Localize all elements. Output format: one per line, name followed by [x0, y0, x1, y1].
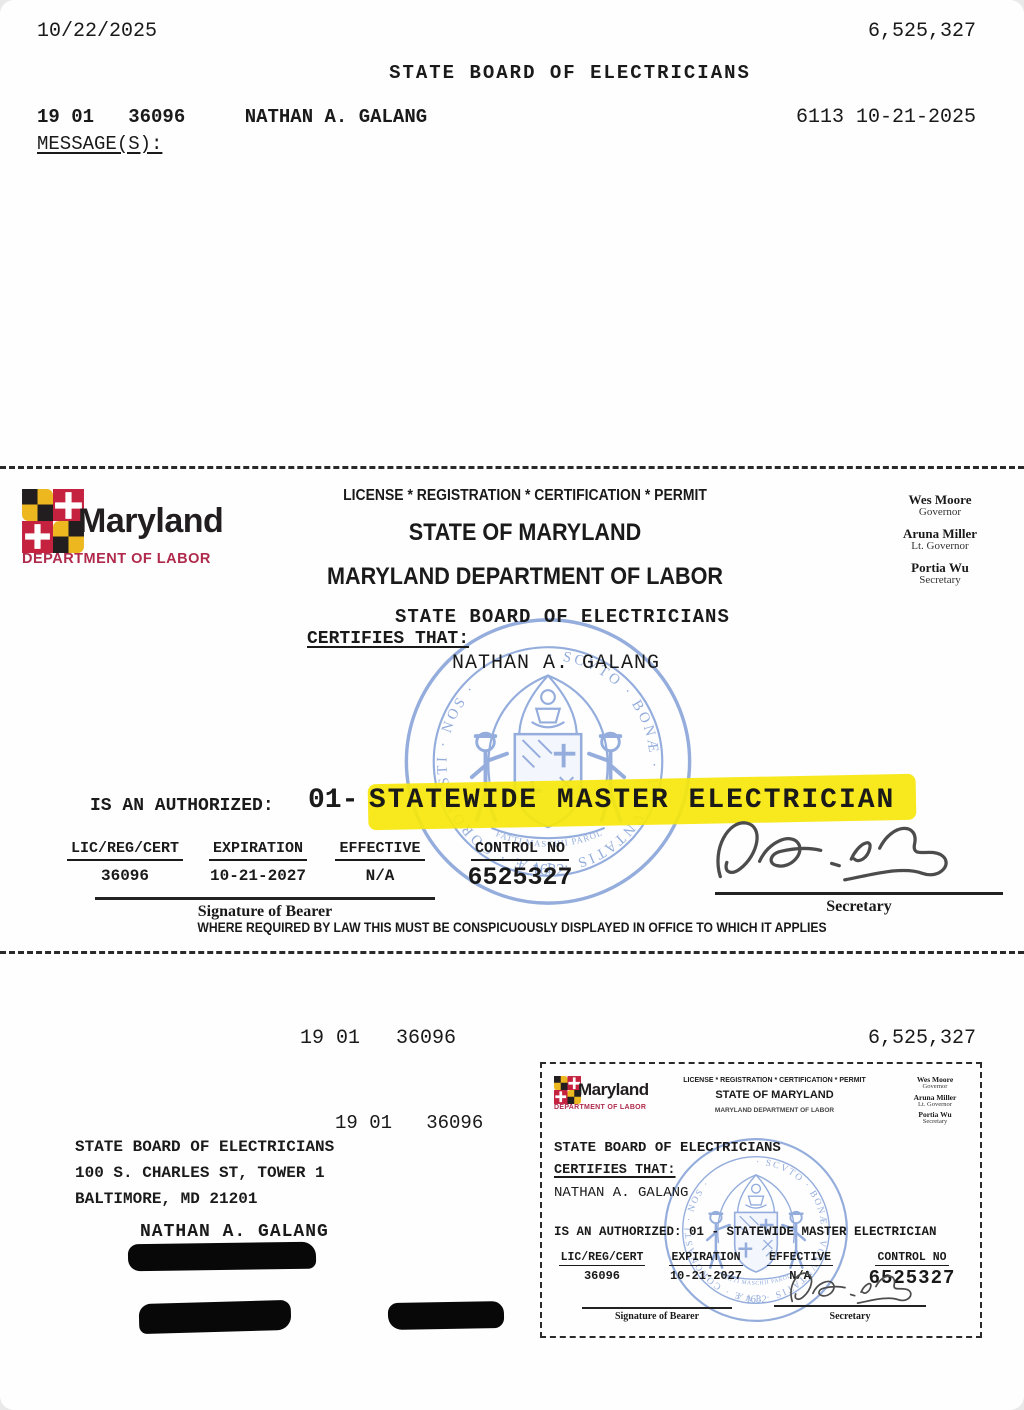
card-state-title: STATE OF MARYLAND	[715, 1089, 834, 1101]
holder-name-cert: NATHAN A. GALANG	[452, 652, 661, 675]
messages-label: MESSAGE(S):	[37, 133, 163, 155]
field-header: LIC/REG/CERT	[560, 1251, 644, 1264]
card-certifies-label: CERTIFIES THAT:	[554, 1163, 676, 1178]
card-field-lic	[550, 1247, 654, 1283]
official-title: Secretary	[922, 1118, 948, 1126]
board-title-top: STATE BOARD OF ELECTRICIANS	[389, 62, 751, 84]
display-notice: WHERE REQUIRED BY LAW THIS MUST BE CONSPICUOUSLY DISPLAYED IN OFFICE TO WHICH IT APPLIES	[197, 920, 827, 935]
card-dept-title: MARYLAND DEPARTMENT OF LABOR	[714, 1107, 835, 1114]
card-officials	[900, 1076, 970, 1129]
field-header: CONTROL NO	[877, 1251, 947, 1264]
field-effective	[330, 839, 430, 885]
field-value: N/A	[365, 867, 395, 885]
field-header: CONTROL NO	[471, 840, 569, 861]
card-field-expiration	[658, 1247, 754, 1283]
card-authorized-line: IS AN AUTHORIZED: 01 - STATEWIDE MASTER ELECTRICIAN	[554, 1225, 937, 1239]
logo-brand-text: Maryland	[78, 501, 224, 540]
field-value: 36096	[100, 867, 149, 885]
cert-state-title: STATE OF MARYLAND	[408, 519, 642, 546]
record-code: 19 01 36096	[37, 106, 186, 128]
field-header: EXPIRATION	[671, 1251, 741, 1264]
card-holder-name: NATHAN A. GALANG	[554, 1185, 689, 1201]
cert-board-title: STATE BOARD OF ELECTRICIANS	[395, 606, 730, 628]
address-line: 100 S. CHARLES ST, TOWER 1	[75, 1164, 325, 1182]
certifies-label: CERTIFIES THAT:	[307, 629, 470, 649]
card-board-title: STATE BOARD OF ELECTRICIANS	[554, 1140, 781, 1156]
cert-dept-title: MARYLAND DEPARTMENT OF LABOR	[327, 563, 723, 590]
field-header: EFFECTIVE	[335, 840, 424, 861]
certificate	[0, 466, 1024, 954]
officials-list	[882, 493, 998, 596]
lower-control-number: 6,525,327	[867, 1027, 976, 1050]
card-tagline: LICENSE * REGISTRATION * CERTIFICATION * PERMIT	[683, 1077, 866, 1084]
official-title: Governor	[918, 505, 962, 518]
field-value: 36096	[583, 1269, 620, 1283]
card-bearer-label: Signature of Bearer	[614, 1311, 700, 1322]
official-name: Portia Wu	[918, 1110, 952, 1120]
lower-record-code-2: 19 01 36096	[335, 1112, 484, 1134]
card-logo	[554, 1076, 649, 1111]
address-line: STATE BOARD OF ELECTRICIANS	[75, 1138, 335, 1156]
official-name: Aruna Miller	[913, 1092, 957, 1102]
maryland-flag-icon	[22, 489, 84, 553]
logo-dept-text: DEPARTMENT OF LABOR	[22, 551, 211, 567]
official-title: Governor	[922, 1082, 948, 1090]
field-lic	[60, 839, 190, 885]
secretary-line	[715, 892, 1003, 895]
holder-name-mailing: NATHAN A. GALANG	[140, 1222, 329, 1242]
official-name: Wes Moore	[916, 1075, 954, 1084]
official-name: Wes Moore	[908, 492, 972, 507]
wallet-card	[540, 1062, 982, 1338]
field-value: 6525327	[868, 1267, 956, 1289]
field-header: EXPIRATION	[209, 840, 307, 861]
right-code: 6113 10-21-2025	[795, 106, 976, 129]
logo-brand-text: Maryland	[578, 1080, 649, 1099]
secretary-label: Secretary	[826, 898, 892, 915]
card-bearer-line	[582, 1307, 732, 1309]
redaction-bar	[139, 1300, 292, 1334]
secretary-signature	[705, 811, 967, 893]
license-type-prefix: 01-	[308, 785, 359, 816]
print-date: 10/22/2025	[37, 20, 158, 43]
field-value: 6525327	[467, 863, 573, 892]
official-name: Portia Wu	[911, 560, 969, 576]
bearer-label: Signature of Bearer	[197, 903, 333, 920]
field-header: EFFECTIVE	[768, 1251, 832, 1264]
card-secretary-line	[774, 1305, 926, 1307]
control-number-top: 6,525,327	[867, 20, 976, 43]
field-value: 10-21-2027	[669, 1269, 742, 1283]
field-value: 10-21-2027	[209, 867, 306, 885]
bearer-signature-line	[95, 897, 435, 900]
official-title: Secretary	[919, 574, 961, 587]
maryland-flag-icon	[554, 1076, 581, 1104]
dol-logo	[22, 489, 223, 567]
card-secretary-label: Secretary	[829, 1311, 871, 1322]
logo-dept-text: DEPARTMENT OF LABOR	[554, 1104, 647, 1111]
field-header: LIC/REG/CERT	[67, 840, 183, 861]
address-line: BALTIMORE, MD 21201	[75, 1190, 258, 1208]
redaction-bar	[128, 1242, 316, 1272]
redaction-bar	[388, 1301, 504, 1330]
holder-name-top: NATHAN A. GALANG	[244, 106, 428, 128]
authorized-label: IS AN AUTHORIZED:	[90, 796, 274, 816]
cert-tagline: LICENSE * REGISTRATION * CERTIFICATION * PERMIT	[343, 487, 707, 504]
card-secretary-signature	[784, 1267, 922, 1310]
official-title: Lt. Governor	[911, 539, 969, 552]
field-expiration	[198, 839, 318, 885]
field-value: N/A	[789, 1269, 811, 1283]
license-type: STATEWIDE MASTER ELECTRICIAN	[368, 785, 896, 816]
lower-record-code: 19 01 36096	[300, 1027, 457, 1050]
official-name: Aruna Miller	[902, 526, 977, 542]
field-control	[455, 839, 585, 892]
official-title: Lt. Governor	[918, 1100, 952, 1108]
